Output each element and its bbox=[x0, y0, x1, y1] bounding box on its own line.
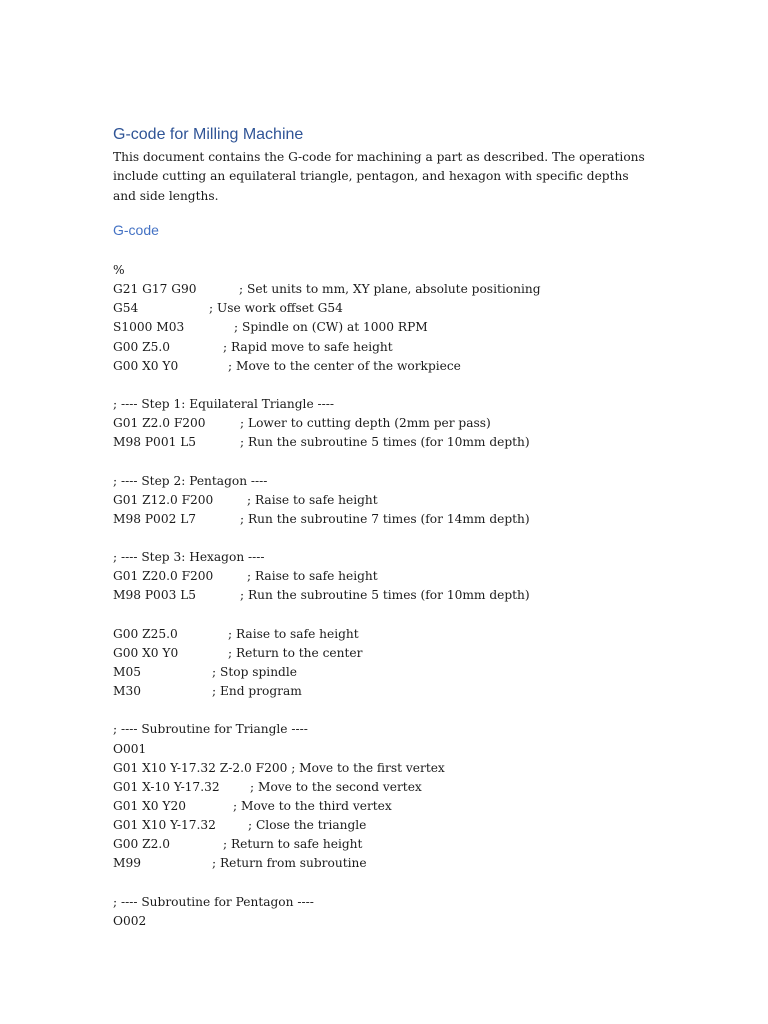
code-line bbox=[113, 433, 658, 452]
code-comment: ; Use work offset G54 bbox=[209, 301, 343, 316]
code-command: O001 bbox=[113, 741, 147, 756]
code-line bbox=[113, 299, 658, 318]
code-line bbox=[113, 701, 658, 720]
code-comment: ; Run the subroutine 5 times (for 10mm depth) bbox=[240, 435, 530, 450]
code-line bbox=[113, 414, 658, 433]
code-command: G21 G17 G90 bbox=[113, 282, 197, 297]
code-line bbox=[113, 740, 658, 759]
code-comment: ; Set units to mm, XY plane, absolute positioning bbox=[239, 282, 541, 297]
document-title: G-code for Milling Machine bbox=[113, 126, 304, 143]
code-line bbox=[113, 261, 658, 280]
code-line bbox=[113, 548, 658, 567]
code-line bbox=[113, 567, 658, 586]
code-line bbox=[113, 663, 658, 682]
code-line bbox=[113, 376, 658, 395]
code-line bbox=[113, 318, 658, 337]
code-comment: ; Return to safe height bbox=[223, 837, 363, 852]
code-line bbox=[113, 720, 658, 739]
code-line bbox=[113, 510, 658, 529]
code-comment: ; Close the triangle bbox=[248, 818, 367, 833]
section-heading: G-code bbox=[113, 222, 159, 238]
code-command: G00 X0 Y0 bbox=[113, 645, 179, 660]
code-comment: ; Move to the third vertex bbox=[233, 798, 392, 813]
code-command: M99 bbox=[113, 856, 141, 871]
code-command: S1000 M03 bbox=[113, 320, 185, 335]
code-line bbox=[113, 625, 658, 644]
code-command: M05 bbox=[113, 664, 141, 679]
code-comment: ; Lower to cutting depth (2mm per pass) bbox=[240, 416, 491, 431]
code-command: O002 bbox=[113, 913, 147, 928]
code-comment: ; Spindle on (CW) at 1000 RPM bbox=[234, 320, 428, 335]
code-line bbox=[113, 606, 658, 625]
code-command: M98 P001 L5 bbox=[113, 435, 197, 450]
code-comment: ; Rapid move to safe height bbox=[223, 339, 393, 354]
code-command: ; ---- Step 2: Pentagon ---- bbox=[113, 473, 268, 488]
code-comment: ; Run the subroutine 7 times (for 14mm depth) bbox=[240, 511, 530, 526]
code-command: % bbox=[113, 263, 125, 277]
code-comment: ; Raise to safe height bbox=[228, 626, 359, 641]
code-command: G00 X0 Y0 bbox=[113, 358, 179, 373]
code-command: ; ---- Subroutine for Triangle ---- bbox=[113, 722, 308, 737]
code-line bbox=[113, 280, 658, 299]
code-command: M98 P002 L7 bbox=[113, 511, 197, 526]
code-command: G00 Z2.0 bbox=[113, 837, 170, 852]
code-line bbox=[113, 452, 658, 471]
code-line bbox=[113, 682, 658, 701]
code-command: G01 Z12.0 F200 bbox=[113, 492, 214, 507]
code-command: G01 Z20.0 F200 bbox=[113, 569, 214, 584]
code-comment: ; Return to the center bbox=[228, 645, 363, 660]
code-command: G01 X-10 Y-17.32 bbox=[113, 779, 220, 794]
code-command: ; ---- Step 1: Equilateral Triangle ---- bbox=[113, 396, 335, 411]
code-line bbox=[113, 472, 658, 491]
code-line bbox=[113, 854, 658, 873]
intro-paragraph: This document contains the G-code for machining a part as described. The operations include cutting an equilateral triangle, pentagon, and hexagon with specific depths and side lengths. bbox=[113, 150, 645, 203]
code-line bbox=[113, 797, 658, 816]
code-line bbox=[113, 893, 658, 912]
code-command: M30 bbox=[113, 684, 141, 699]
code-command: ; ---- Subroutine for Pentagon ---- bbox=[113, 894, 314, 909]
code-command: G01 X10 Y-17.32 Z-2.0 F200 ; Move to the first vertex bbox=[113, 760, 445, 775]
code-comment: ; Return from subroutine bbox=[212, 856, 367, 871]
code-line bbox=[113, 912, 658, 931]
code-line bbox=[113, 395, 658, 414]
code-line bbox=[113, 816, 658, 835]
code-line bbox=[113, 874, 658, 893]
code-comment: ; End program bbox=[212, 684, 302, 699]
code-command: G00 Z25.0 bbox=[113, 626, 178, 641]
code-line bbox=[113, 778, 658, 797]
code-comment: ; Run the subroutine 5 times (for 10mm depth) bbox=[240, 588, 530, 603]
code-command: G01 X10 Y-17.32 bbox=[113, 818, 216, 833]
code-command: M98 P003 L5 bbox=[113, 588, 197, 603]
code-line bbox=[113, 586, 658, 605]
code-line bbox=[113, 491, 658, 510]
code-command: G54 bbox=[113, 301, 139, 316]
code-line bbox=[113, 644, 658, 663]
code-command: ; ---- Step 3: Hexagon ---- bbox=[113, 550, 265, 565]
code-line bbox=[113, 835, 658, 854]
code-comment: ; Move to the second vertex bbox=[250, 779, 422, 794]
code-line bbox=[113, 759, 658, 778]
code-command: G01 X0 Y20 bbox=[113, 798, 186, 813]
code-comment: ; Stop spindle bbox=[212, 664, 297, 679]
code-line bbox=[113, 529, 658, 548]
code-command: G01 Z2.0 F200 bbox=[113, 416, 206, 431]
code-comment: ; Raise to safe height bbox=[247, 569, 378, 584]
code-comment: ; Raise to safe height bbox=[247, 492, 378, 507]
gcode-listing bbox=[113, 261, 658, 931]
code-line bbox=[113, 338, 658, 357]
code-comment: ; Move to the center of the workpiece bbox=[228, 358, 461, 373]
code-line bbox=[113, 357, 658, 376]
code-command: G00 Z5.0 bbox=[113, 339, 170, 354]
